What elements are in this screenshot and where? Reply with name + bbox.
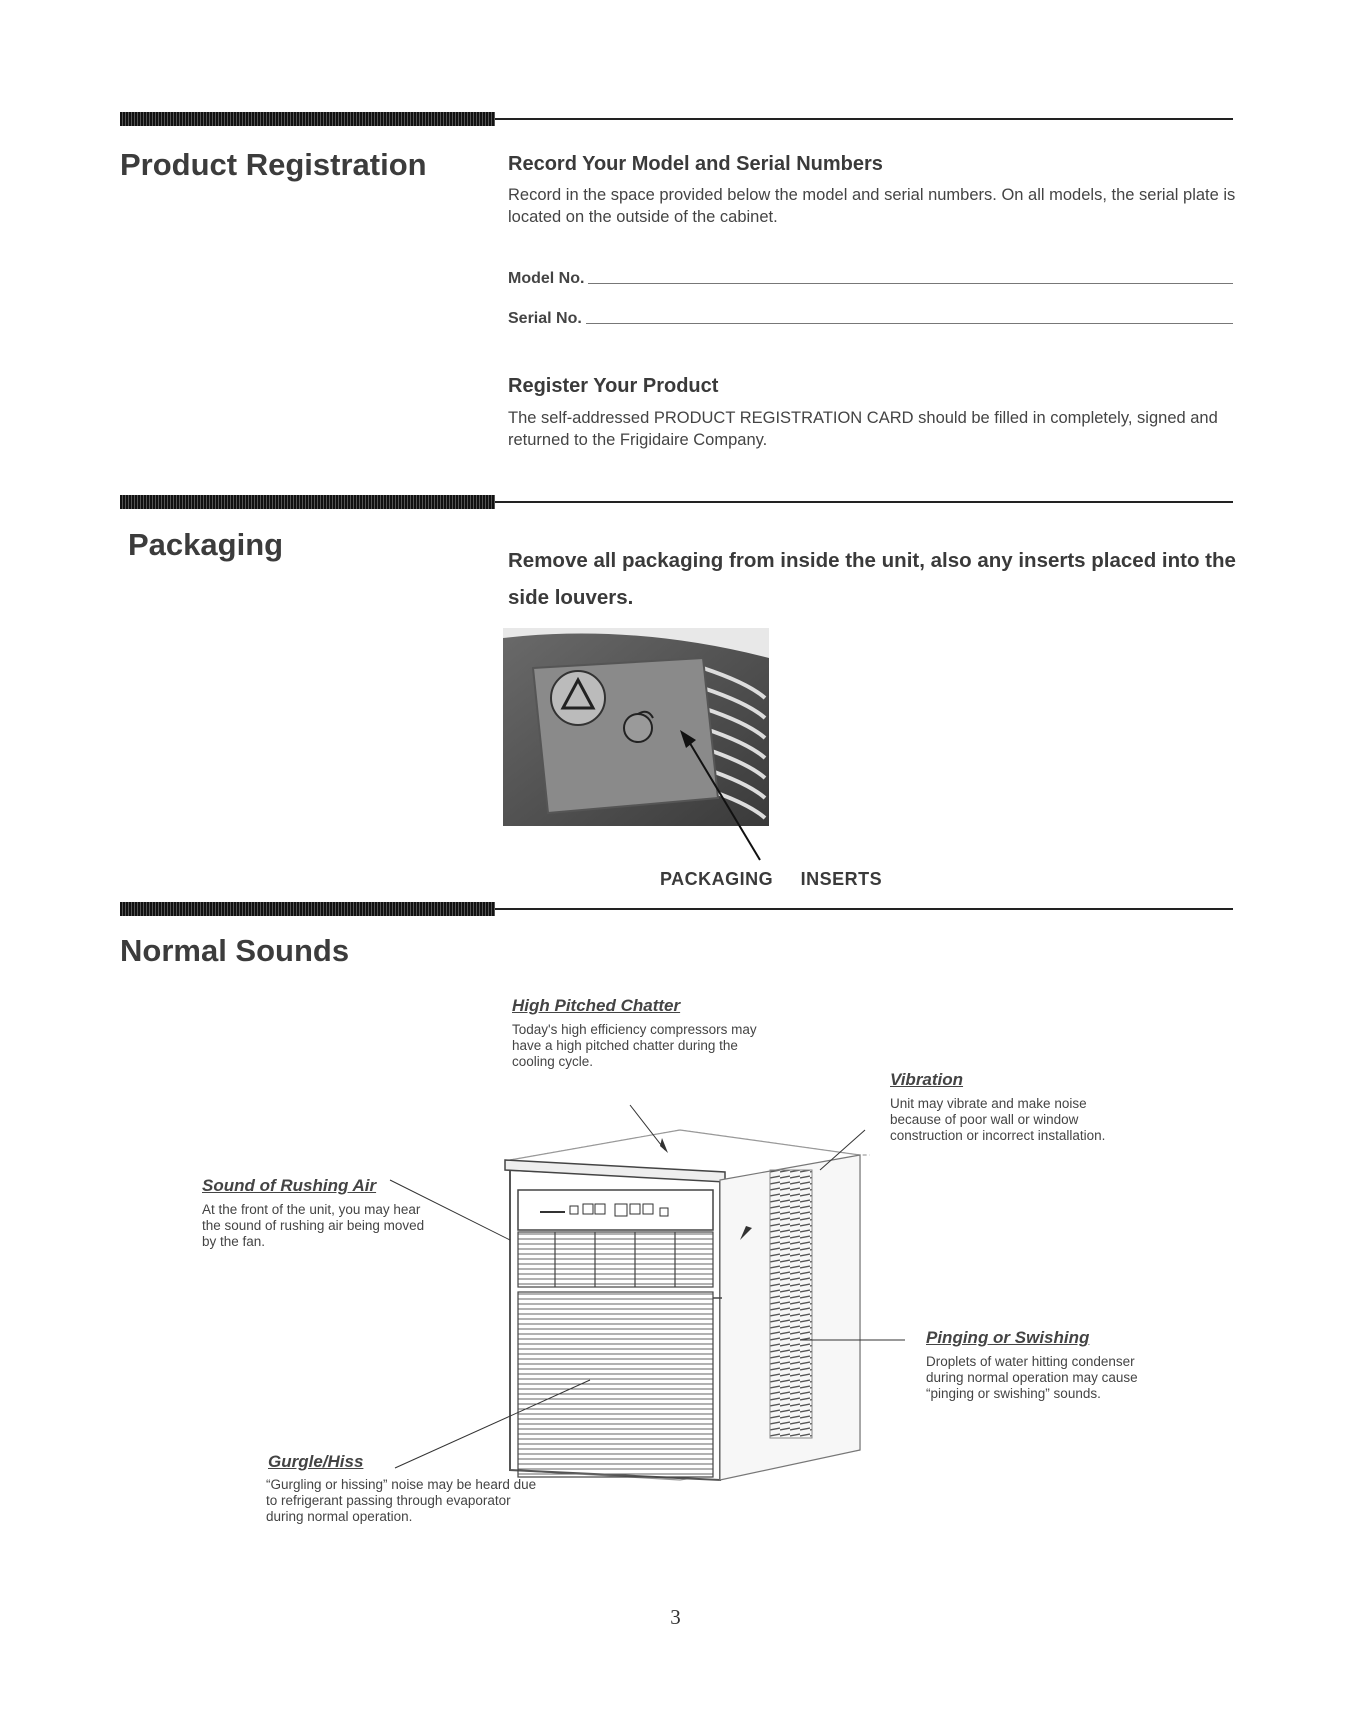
model-number-label: Model No. <box>508 270 585 287</box>
page-number: 3 <box>670 1605 681 1629</box>
sound-title-vibration: Vibration <box>890 1070 964 1089</box>
record-numbers-heading: Record Your Model and Serial Numbers <box>508 153 883 175</box>
sound-title-rushing-air: Sound of Rushing Air <box>202 1176 377 1195</box>
sound-text-rushing-air: At the front of the unit, you may hear the sound of rushing air being moved by the fan. <box>202 1202 425 1249</box>
section-title-product-registration: Product Registration <box>120 147 427 182</box>
sound-title-pinging-swishing: Pinging or Swishing <box>926 1328 1090 1347</box>
packaging-inserts-caption: PACKAGING INSERTS <box>660 869 883 889</box>
sound-text-pinging-swishing: Droplets of water hitting condenser during normal operation may cause “pinging or swishing” sounds. <box>926 1354 1138 1401</box>
sound-text-vibration: Unit may vibrate and make noise because of poor wall or window construction or incorrect installation. <box>890 1096 1106 1143</box>
packaging-instruction: Remove all packaging from inside the unit, also any inserts placed into the side louvers. <box>508 549 1236 609</box>
sound-text-gurgle-hiss: “Gurgling or hissing” noise may be heard due to refrigerant passing through evaporator during normal operation. <box>266 1477 537 1524</box>
sound-title-high-pitched-chatter: High Pitched Chatter <box>512 996 681 1015</box>
record-numbers-text: Record in the space provided below the model and serial numbers. On all models, the serial plate is located on the outside of the cabinet. <box>508 186 1236 226</box>
sound-text-high-pitched-chatter: Today's high efficiency compressors may have a high pitched chatter during the cooling cycle. <box>512 1022 757 1069</box>
register-product-text: The self-addressed PRODUCT REGISTRATION CARD should be filled in completely, signed and returned to the Frigidaire Company. <box>508 409 1218 449</box>
sound-title-gurgle-hiss: Gurgle/Hiss <box>268 1452 364 1471</box>
register-product-heading: Register Your Product <box>508 375 719 397</box>
serial-number-label: Serial No. <box>508 310 582 327</box>
section-title-packaging: Packaging <box>128 527 284 562</box>
section-title-normal-sounds: Normal Sounds <box>120 933 350 968</box>
